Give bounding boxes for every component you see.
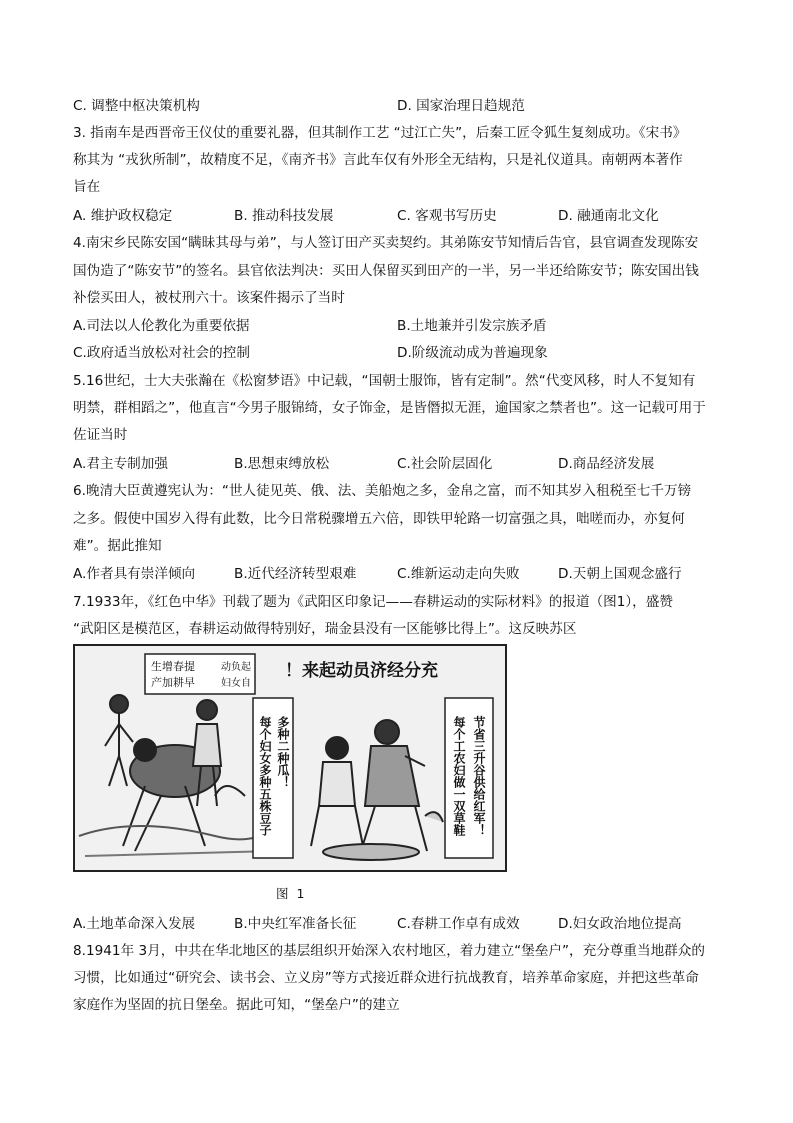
q3-stem-line-1: 3. 指南车是西晋帝王仪仗的重要礼器，但其制作工艺 “过江亡失”，后秦工匠令狐生复刻成功。《宋书》 (73, 125, 687, 141)
q3-option-a: A. 维护政权稳定 (73, 208, 173, 224)
q6-stem-line-1: 6.晚清大臣黄遵宪认为：“世人徒见英、俄、法、美船炮之多，金帛之富，而不知其岁入租税至七千万镑 (73, 483, 692, 499)
figure-slogan-mid-2: 妇女自 (221, 678, 251, 689)
q2-option-d: D. 国家治理日趋规范 (397, 98, 525, 114)
q3-option-b: B. 推动科技发展 (234, 208, 334, 224)
q6-option-a: A.作者具有崇洋倾向 (73, 566, 196, 582)
figure-panel-right-col-2: 节省三升谷供给红军！ (472, 716, 486, 836)
q8-stem-line-2: 习惯，比如通过“研究会、读书会、立义房”等方式接近群众进行抗战教育，培养革命家庭，并把这些革命 (73, 970, 699, 986)
q7-option-c: C.春耕工作卓有成效 (397, 916, 520, 932)
q4-stem-line-1: 4.南宋乡民陈安国“瞒昧其母与弟”，与人签订田产买卖契约。其弟陈安节知情后告官，县官调查发现陈安 (73, 235, 699, 251)
figure-panel-left-col-2: 多种二种瓜！ (276, 716, 290, 788)
q4-option-d: D.阶级流动成为普遍现象 (397, 345, 548, 361)
q6-stem-line-2: 之多。假使中国岁入得有此数，比今日常税骤增五六倍，即铁甲轮路一切富强之具，咄嗟而办，亦复何 (73, 511, 685, 527)
q3-stem-line-2: 称其为 “戎狄所制”，故精度不足，《南齐书》言此车仅有外形全无结构，只是礼仪道具。南朝两本著作 (73, 152, 683, 168)
q5-option-b: B.思想束缚放松 (234, 456, 330, 472)
q4-stem-line-2: 国伪造了“陈安节”的签名。县官依法判决：买田人保留买到田产的一半，另一半还给陈安节；陈安国出钱 (73, 263, 699, 279)
q2-option-c: C. 调整中枢决策机构 (73, 98, 200, 114)
q4-option-a: A.司法以人伦教化为重要依据 (73, 318, 250, 334)
q3-option-c: C. 客观书写历史 (397, 208, 497, 224)
q5-stem-line-3: 佐证当时 (73, 427, 128, 443)
q8-stem-line-1: 8.1941年 3月，中共在华北地区的基层组织开始深入农村地区，着力建立“堡垒户”，充分尊重当地群众的 (73, 943, 705, 959)
q7-stem-line-1: 7.1933年，《红色中华》刊载了题为《武阳区印象记——春耕运动的实际材料》的报道（图1），盛赞 (73, 594, 673, 610)
figure-slogan-left-1: 生增春提 (151, 660, 195, 673)
q5-stem-line-2: 明禁，群相蹈之”，他直言“今男子服锦绮，女子饰金，是皆僭拟无涯，逾国家之禁者也”。这一记载可用于 (73, 400, 706, 416)
q6-option-d: D.天朝上国观念盛行 (558, 566, 682, 582)
q7-option-b: B.中央红军准备长征 (234, 916, 357, 932)
figure-panel-left-col-1: 每个妇女多种五株豆子 (258, 716, 272, 836)
q3-stem-line-3: 旨在 (73, 179, 101, 195)
q5-option-a: A.君主专制加强 (73, 456, 168, 472)
q7-figure-caption: 图 1 (276, 886, 307, 901)
q5-option-d: D.商品经济发展 (558, 456, 655, 472)
q4-option-c: C.政府适当放松对社会的控制 (73, 345, 250, 361)
q6-option-b: B.近代经济转型艰难 (234, 566, 357, 582)
q6-stem-line-3: 难”。据此推知 (73, 538, 162, 554)
q8-stem-line-3: 家庭作为坚固的抗日堡垒。据此可知，“堡垒户”的建立 (73, 997, 400, 1013)
q7-figure-cartoon (73, 644, 507, 872)
q7-option-a: A.土地革命深入发展 (73, 916, 196, 932)
figure-slogan-left-2: 产加耕早 (151, 676, 195, 689)
figure-slogan-mid-1: 动负起 (221, 662, 251, 673)
q7-option-d: D.妇女政治地位提高 (558, 916, 682, 932)
figure-panel-right-col-1: 每个工农妇做一双草鞋 (452, 716, 466, 836)
q5-stem-line-1: 5.16世纪，士大夫张瀚在《松窗梦语》中记载，“国朝士服饰，皆有定制”。然“代变风移，时人不复知有 (73, 373, 696, 389)
q3-option-d: D. 融通南北文化 (558, 208, 659, 224)
figure-banner-text: ！来起动员济经分充 (285, 661, 438, 681)
q6-option-c: C.维新运动走向失败 (397, 566, 520, 582)
q4-stem-line-3: 补偿买田人，被杖刑六十。该案件揭示了当时 (73, 290, 345, 306)
q7-stem-line-2: “武阳区是模范区，春耕运动做得特别好，瑞金县没有一区能够比得上”。这反映苏区 (73, 621, 577, 637)
q4-option-b: B.土地兼并引发宗族矛盾 (397, 318, 547, 334)
q5-option-c: C.社会阶层固化 (397, 456, 493, 472)
